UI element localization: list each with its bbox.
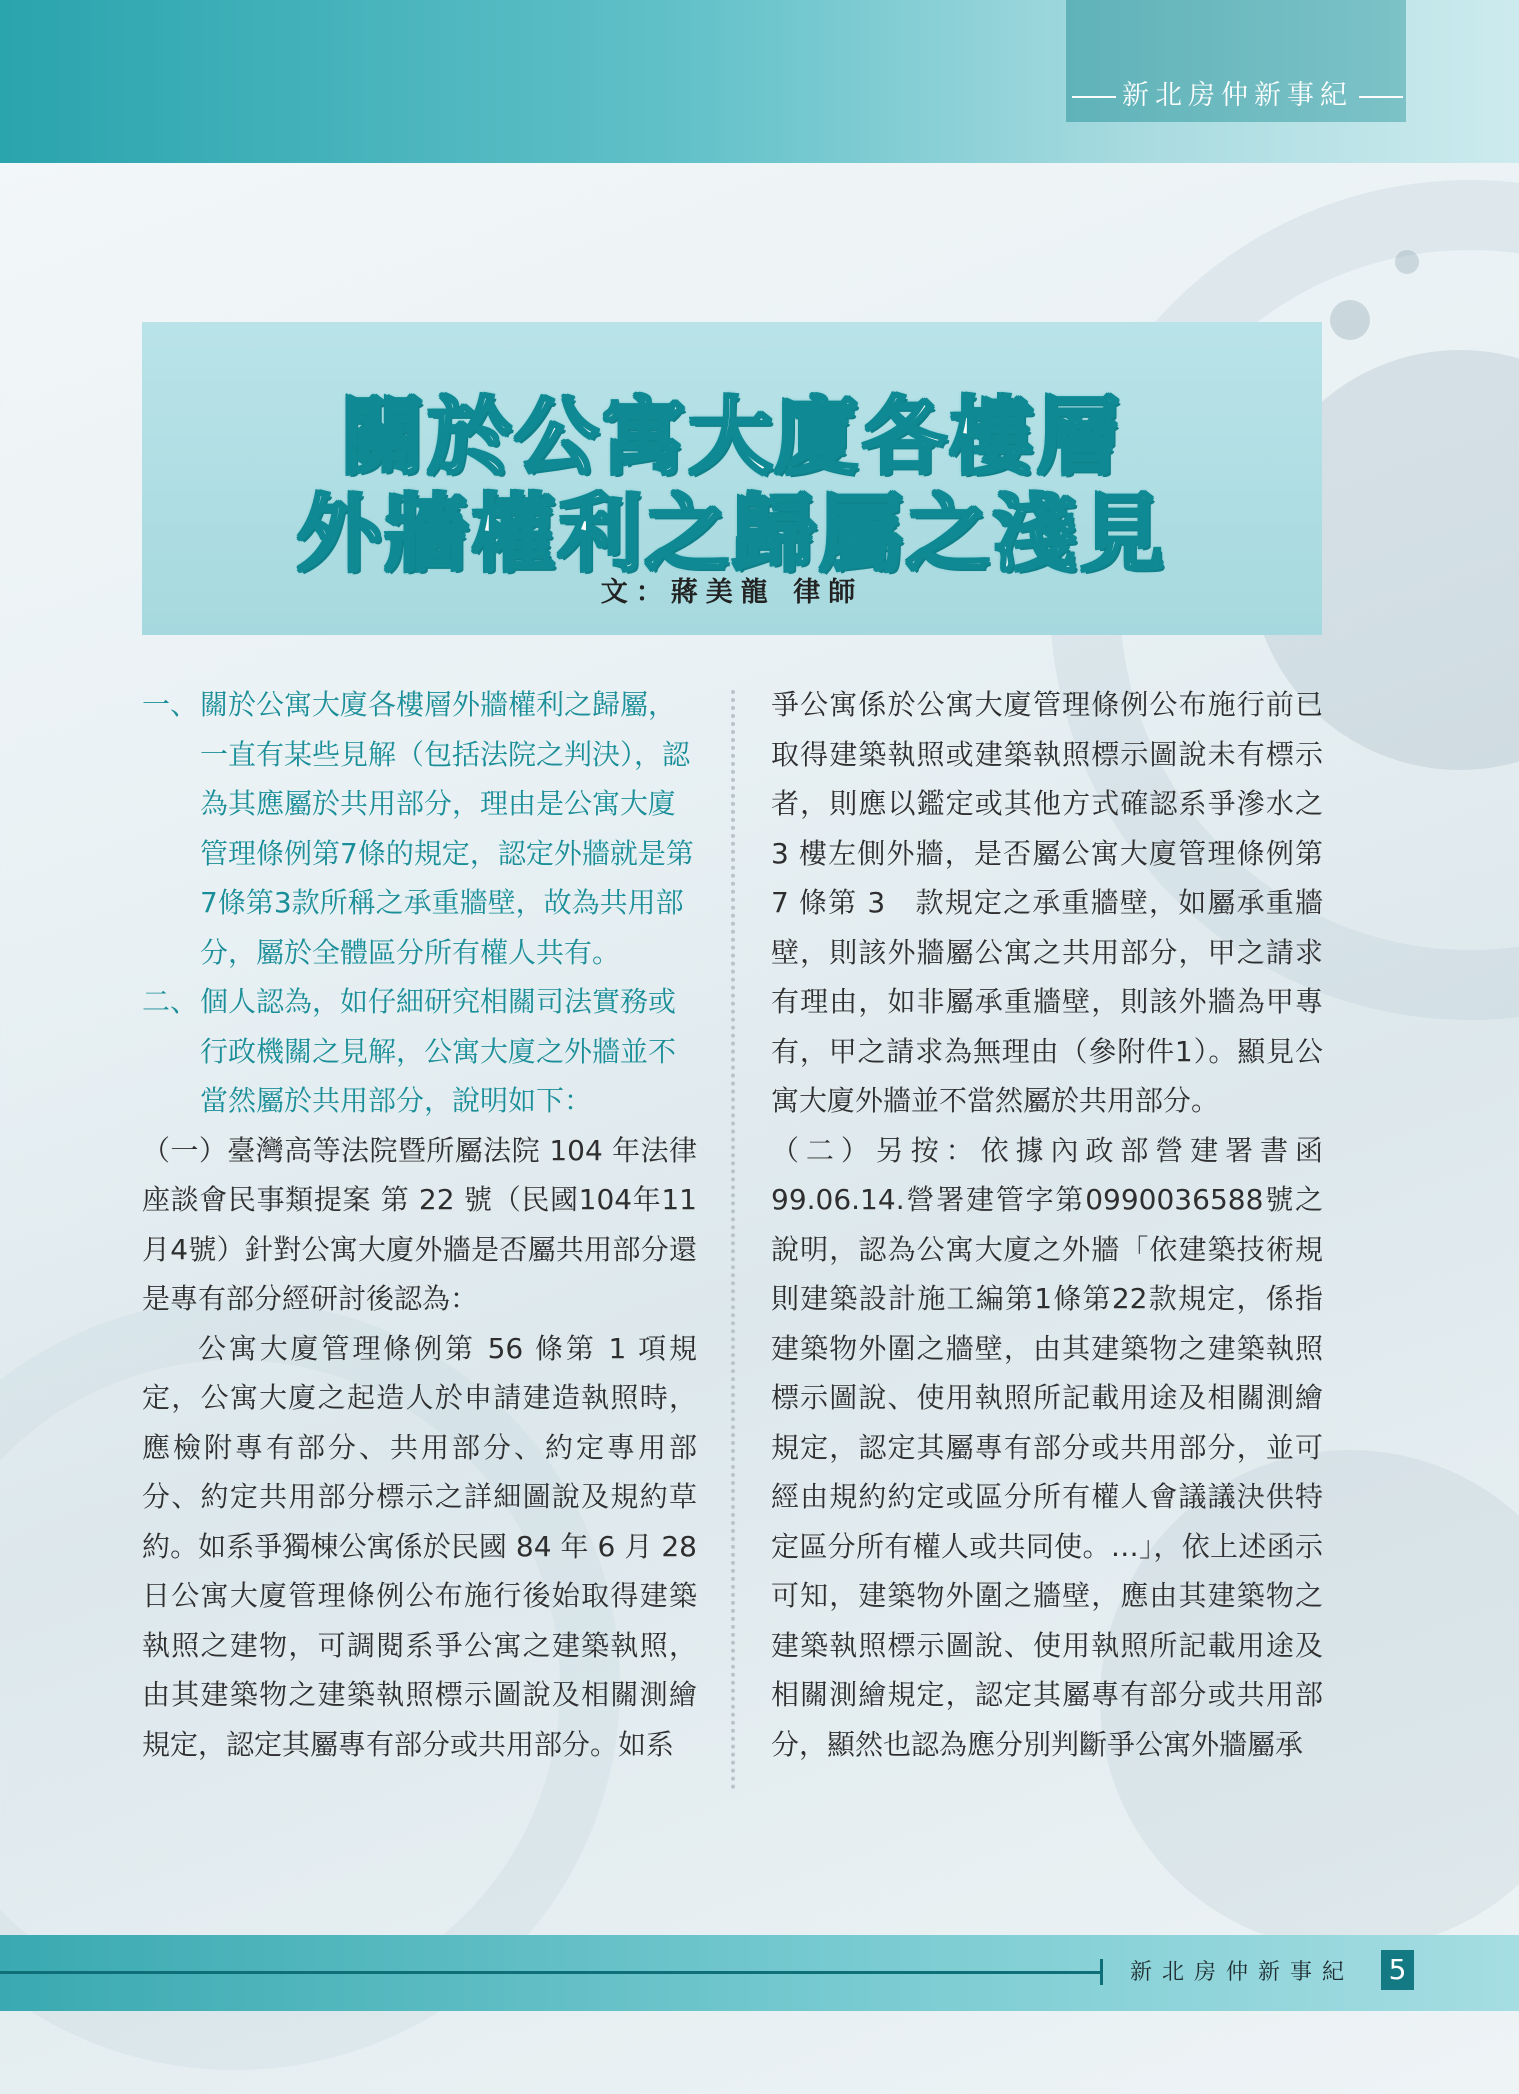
point-2 xyxy=(142,977,697,1126)
point-2-number: 二、 xyxy=(142,985,199,1018)
continued-text: 爭公寓係於公寓大廈管理條例公布施行前已取得建築執照或建築執照標示圖說未有標示者，則應以鑑定或其他方式確認系爭滲水之 3 樓左側外牆，是否屬公寓大廈管理條例第 7 條第 3 款規定之承重牆壁，如屬承重牆壁，則該外牆屬公寓之共用部分，甲之請求有理由，如非屬承重牆壁，則該外牆為甲專有，甲之請求為無理由（參附件1）。顯見公寓大廈外牆並不當然屬於共用部分。 xyxy=(771,688,1323,1117)
decor-dot xyxy=(1330,300,1370,340)
right-column xyxy=(771,680,1323,1769)
article-title-line1: 關於公寓大廈各樓層 xyxy=(340,388,1124,486)
page-number: 5 xyxy=(1381,1950,1414,1990)
footer-magazine-name: 新北房仲新事紀 xyxy=(1130,1960,1355,1985)
footer-rule xyxy=(0,1971,1100,1974)
left-column xyxy=(142,680,697,1769)
article-title-box xyxy=(142,322,1322,635)
decor-dot xyxy=(1395,250,1419,274)
column-divider xyxy=(731,690,735,1790)
header-tab xyxy=(1066,0,1406,122)
point-2-text: 個人認為，如仔細研究相關司法實務或行政機關之見解，公寓大廈之外牆並不當然屬於共用部分，說明如下： xyxy=(200,985,677,1117)
header-band xyxy=(0,0,1519,163)
point-1 xyxy=(142,680,697,977)
subpoint-2-text: （二）另按：依據內政部營建署書函99.06.14.營署建管字第0990036588號之說明，認為公寓大廈之外牆「依建築技術規則建築設計施工編第1條第22款規定，係指建築物外圍之牆壁，由其建築物之建築執照標示圖說、使用執照所記載用途及相關測繪規定，認定其屬專有部分或共用部分，並可經由規約約定或區分所有權人會議議決供特定區分所有權人或共同使。…」，依上述函示可知，建築物外圍之牆壁，應由其建築物之建築執照標示圖說、使用執照所記載用途及相關測繪規定，認定其屬專有部分或共用部分，顯然也認為應分別判斷爭公寓外牆屬承 xyxy=(771,1133,1323,1761)
article-author: 文：蔣美龍 律師 xyxy=(600,577,864,608)
point-1-text: 關於公寓大廈各樓層外牆權利之歸屬，一直有某些見解（包括法院之判決），認為其應屬於共用部分，理由是公寓大廈管理條例第7條的規定，認定外牆就是第7條第3款所稱之承重牆壁，故為共用部分，屬於全體區分所有權人共有。 xyxy=(200,688,694,969)
point-1-number: 一、 xyxy=(142,688,199,721)
footer-rule-tick xyxy=(1100,1959,1103,1985)
article-title-line2: 外牆權利之歸屬之淺見 xyxy=(296,485,1167,583)
subpoint-1-body: 公寓大廈管理條例第 56 條第 1 項規定，公寓大廈之起造人於申請建造執照時，應檢附專有部分、共用部分、約定專用部分、約定共用部分標示之詳細圖說及規約草約。如系爭獨棟公寓係於民國 84 年 6 月 28 日公寓大廈管理條例公布施行後始取得建築執照之建物，可調閱系爭公寓之建築執照，由其建築物之建築執照標示圖說及相關測繪規定，認定其屬專有部分或共用部分。如系 xyxy=(142,1331,697,1761)
header-magazine-name: 新北房仲新事紀 xyxy=(1066,73,1406,112)
footer-band xyxy=(0,1935,1519,2011)
subpoint-1-text: （一）臺灣高等法院暨所屬法院 104 年法律座談會民事類提案 第 22 號（民國104年11月4號）針對公寓大廈外牆是否屬共用部分還是專有部分經研討後認為： xyxy=(142,1133,697,1315)
